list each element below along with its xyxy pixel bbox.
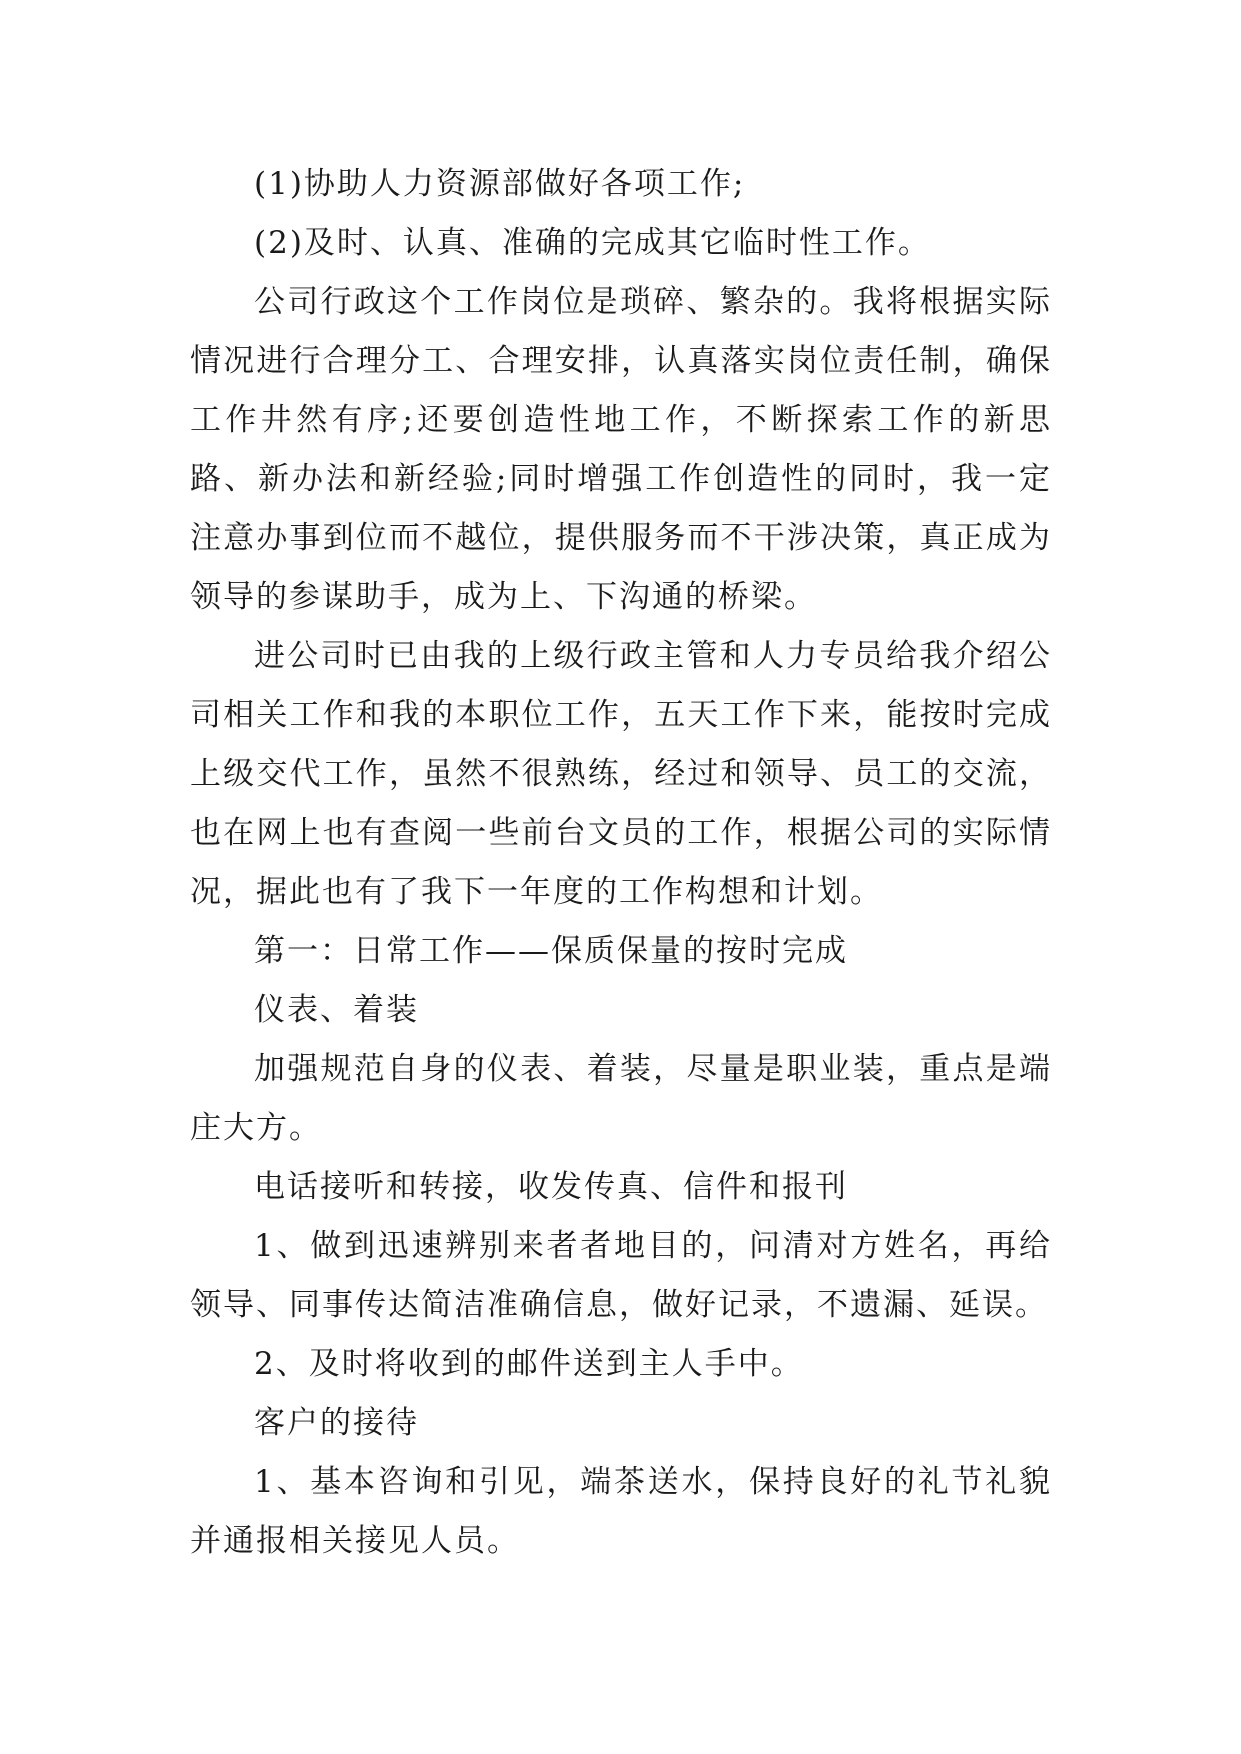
paragraph-item-phone-2: 2、及时将收到的邮件送到主人手中。 (254, 1346, 804, 1382)
subheading-appearance: 仪表、着装 (254, 992, 419, 1028)
paragraph-item-3: 公司行政这个工作岗位是琐碎、繁杂的。我将根据实际情况进行合理分工、合理安排，认真落实岗位责任制，确保工作井然有序;还要创造性地工作，不断探索工作的新思路、新办法和新经验;同时增强工作创造性的同时，我一定注意办事到位而不越位，提供服务而不干涉决策，真正成为领导的参谋助手，成为上、下沟通的桥梁。 (190, 284, 1052, 615)
subheading-phone-and-mail: 电话接听和转接，收发传真、信件和报刊 (254, 1169, 848, 1205)
subheading-customer-reception: 客户的接待 (254, 1405, 419, 1441)
paragraph-item-4: 进公司时已由我的上级行政主管和人力专员给我介绍公司相关工作和我的本职位工作，五天工作下来，能按时完成上级交代工作，虽然不很熟练，经过和领导、员工的交流，也在网上也有查阅一些前台文员的工作，根据公司的实际情况，据此也有了我下一年度的工作构想和计划。 (190, 638, 1052, 910)
paragraph-item-2: (2)及时、认真、准确的完成其它临时性工作。 (254, 225, 931, 261)
paragraph-item-phone-1: 1、做到迅速辨别来者者地目的，问清对方姓名，再给领导、同事传达简洁准确信息，做好记录，不遗漏、延误。 (190, 1228, 1052, 1323)
paragraph-item-reception-1: 1、基本咨询和引见，端茶送水，保持良好的礼节礼貌并通报相关接见人员。 (190, 1464, 1052, 1559)
paragraph-item-1: (1)协助人力资源部做好各项工作; (254, 166, 746, 202)
document-body (190, 155, 1052, 1571)
paragraph-item-appearance: 加强规范自身的仪表、着装，尽量是职业装，重点是端庄大方。 (190, 1051, 1052, 1146)
section-heading-daily-work: 第一：日常工作——保质保量的按时完成 (254, 933, 848, 969)
